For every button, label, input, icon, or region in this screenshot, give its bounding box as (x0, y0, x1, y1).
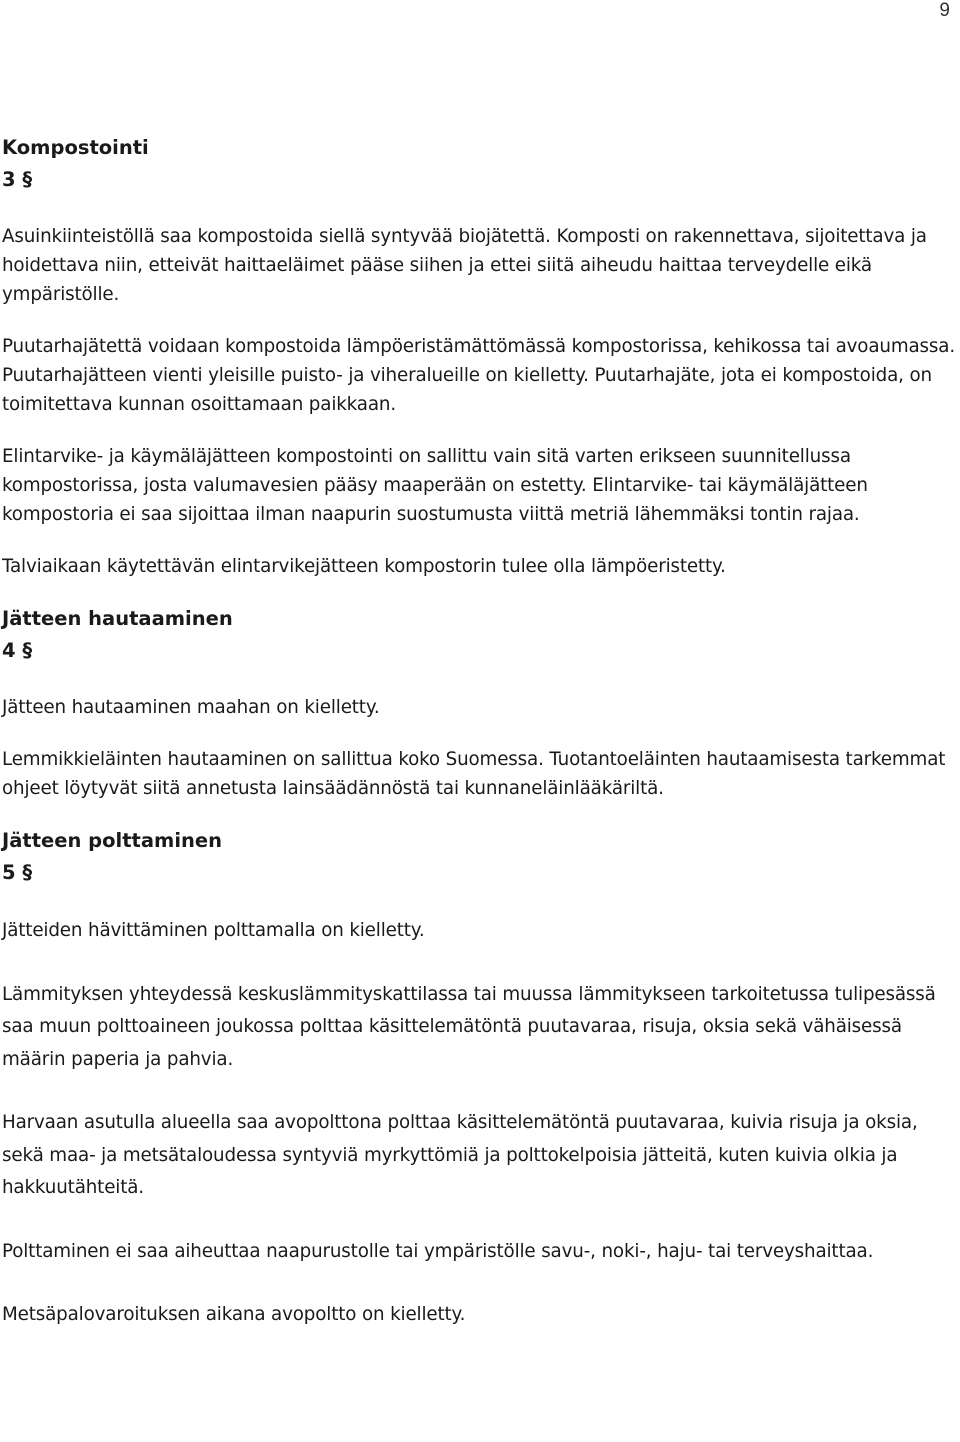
section-number: 4 § (2, 639, 33, 662)
paragraph: Jätteen hautaaminen maahan on kielletty. (2, 697, 380, 718)
section-jatteen-polttaminen (2, 825, 957, 1332)
paragraph: Puutarhajätettä voidaan kompostoida lämpöeristämättömässä kompostorissa, kehikossa tai avoaumassa. Puutarhajätteen vienti yleisille puisto- ja viheralueille on kielletty. Puutarhajäte, jota ei kompostoida, on toimitettava kunnan osoittamaan paikkaan. (2, 336, 956, 415)
paragraph: Jätteiden hävittäminen polttamalla on kielletty. (2, 920, 425, 941)
section-heading: Kompostointi (2, 136, 149, 159)
paragraph: Elintarvike- ja käymäläjätteen kompostointi on sallittu vain sitä varten erikseen suunnitellussa kompostorissa, josta valumavesien pääsy maaperään on estetty. Elintarvike- tai käymäläjätteen kompostoria ei saa sijoittaa ilman naapurin suostumusta viittä metriä lähemmäksi tontin rajaa. (2, 446, 868, 525)
section-heading: Jätteen hautaaminen (2, 607, 233, 630)
section-jatteen-hautaaminen (2, 603, 957, 803)
section-number: 3 § (2, 168, 33, 191)
paragraph: Talviaikaan käytettävän elintarvikejätteen kompostorin tulee olla lämpöeristetty. (2, 556, 726, 577)
page-number: 9 (939, 0, 950, 21)
paragraph: Polttaminen ei saa aiheuttaa naapurustolle tai ympäristölle savu-, noki-, haju- tai terveyshaittaa. (2, 1240, 874, 1262)
paragraph: Asuinkiinteistöllä saa kompostoida siellä syntyvää biojätettä. Komposti on rakennettava, sijoitettava ja hoidettava niin, etteivät haittaeläimet pääse siihen ja ettei siitä aiheudu haittaa terveydelle eikä ympäristölle. (2, 226, 927, 305)
section-heading: Jätteen polttaminen (2, 829, 223, 852)
paragraph: Harvaan asutulla alueella saa avopolttona polttaa käsittelemätöntä puutavaraa, kuivia risuja ja oksia, sekä maa- ja metsätaloudessa syntyviä myrkyttömiä ja polttokelpoisia jätteitä, kuten kuivia olkia ja hakkuutähteitä. (2, 1112, 918, 1198)
paragraph: Lemmikkieläinten hautaaminen on sallittua koko Suomessa. Tuotantoeläinten hautaamisesta tarkemmat ohjeet löytyvät siitä annetusta lainsäädännöstä tai kunnaneläinlääkäriltä. (2, 749, 946, 799)
section-kompostointi (2, 132, 957, 581)
section-number: 5 § (2, 861, 33, 884)
paragraph: Lämmityksen yhteydessä keskuslämmityskattilassa tai muussa lämmitykseen tarkoitetussa tulipesässä saa muun polttoaineen joukossa polttaa käsittelemätöntä puutavaraa, risuja, oksia sekä vähäisessä määrin paperia ja pahvia. (2, 983, 936, 1070)
document-body (2, 132, 957, 1363)
paragraph: Metsäpalovaroituksen aikana avopoltto on kielletty. (2, 1304, 466, 1325)
